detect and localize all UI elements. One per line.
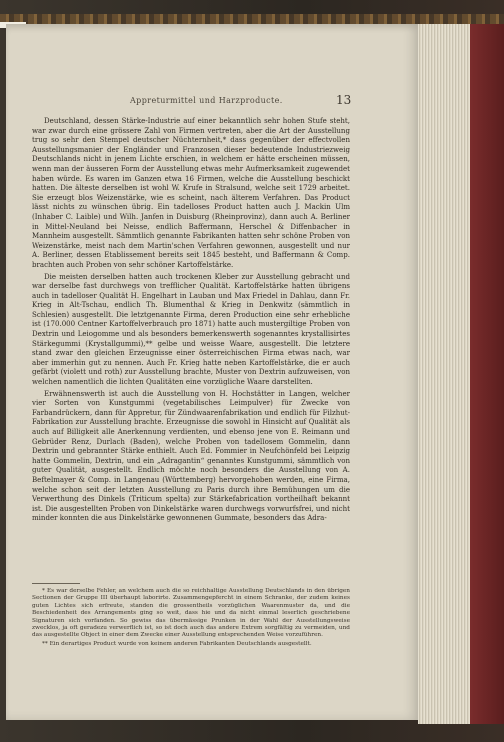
footnote: ** Ein derartiges Product wurde von keinem anderen Fabrikanten Deutschlands ausgestellt.: [42, 640, 312, 647]
book-cover-edge: [470, 24, 504, 724]
footnote-rule: [32, 583, 80, 584]
paragraph: Die meisten derselben hatten auch trockenen Kleber zur Ausstellung gebracht und war derselbe fast durchwegs von trefflicher Qualität. Kartoffelstärke hatten übrigens auch in tadelloser Qualität H. Engelhart in Lauban und Max Friedel in Dahlau, dann Fr. Krieg in Alt-Tschau, endlich Th. Blumenthal & Krieg in Denkwitz (sämmtlich in Schlesien) ausgestellt. Die letztgenannte Firma, deren Production eine sehr erhebliche ist (170.000 Centner Kartoffelverbrauch pro 1871) hatte auch mustergiltige Proben von Dextrin und Leiogomme und als besonders bemerkenswerth sogenanntes krystallisirtes Stärkegummi (Krystallgummi),** gelbe und weisse Waare, ausgestellt. Die letztere stand zwar den gleichen Erzeugnisse einer österreichischen Firma etwas nach, war aber immerhin gut zu nennen. Auch Fr. Krieg hatte neben Kartoffelstärke, die er auch gefärbt (violett und roth) zur Ausstellung brachte, Muster von Dextrin aufzuweisen, von welchen namentlich die lichten Qualitäten eine vorzügliche Waare darstellten.: [32, 271, 350, 387]
running-head: Appreturmittel und Harzproducte.: [130, 96, 283, 105]
footnote: * Es war derselbe Fehler, an welchem auch die so reichhaltige Ausstellung Deutschlands in den übrigen Sectionen der Gruppe III überhaupt laborirte. Zusammengepfercht in einem Schranke, der zudem keines guten Lichtes sich erfreute, standen die grossentheils vorzüglichen Waarenmuster da, und die Beschiedenheit des Arrangements ging so weit, dass hie und da nicht einmal leserlich geschriebene Signaturen sich vorfanden. So gewiss das übermässige Prunken in der Wahl der Ausstellungsweise zwecklos, ja oft geradezu verwerflich ist, so ist doch auch das andere Extrem sorgfältig zu vermeiden, und das ausgestellte Object in einer dem Zwecke einer Ausstellung entsprechenden Weise vorzuführen.: [32, 588, 350, 639]
page-edges: [418, 24, 470, 724]
page-number: 13: [336, 93, 352, 107]
body-text: [32, 116, 350, 525]
footnotes: [32, 588, 350, 649]
paragraph: Erwähnenswerth ist auch die Ausstellung von H. Hochstätter in Langen, welcher vier Sorten von Kunstgummi (vegetabilisches Leimpulver) für Zwecke von Farbandrückern, dann für Appretur, für Zündwaarenfabrikation und endlich für Filzhut-Fabrikation zur Ausstellung brachte. Erzeugnisse die sowohl in Hinsicht auf Qualität als auch auf Billigkeit alle Anerkennung verdienten, und ebenso jene von E. Reimann und Gebrüder Renz, Durlach (Baden), welche Proben von tadellosem Gommelin, dann Dextrin und gebrannter Stärke enthielt. Auch Ed. Fommier in Neufchönfeld bei Leipzig hatte Gommelin, Dextrin, und ein „Adragantin“ genanntes Kunstgummi, sämmtlich von guter Qualität, ausgestellt. Endlich möchte noch besonders die Ausstellung von A. Beftelmayer & Comp. in Langenau (Württemberg) hervorgehoben werden, eine Firma, welche schon seit der letzten Ausstellung zu Paris durch ihre Bemühungen um die Verwerthung des Dinkels (Triticum spelta) zur Stärkefabrication vortheilhaft bekannt ist. Die ausgestellten Proben von Dinkelstärke waren durchwegs vorwurfsfrei, und nicht minder konnten die aus Dinkelstärke gewonnenen Gummate, besonders das Adra-: [32, 388, 350, 523]
paragraph: Deutschland, dessen Stärke-Industrie auf einer bekanntlich sehr hohen Stufe steht, war zwar durch eine grössere Zahl von Firmen vertreten, aber die Art der Ausstellung trug so sehr den Stempel deutscher Nüchternheit,* dass gegenüber der effectvollen Ausstellungsmanier der Engländer und Franzosen dieser bedeutende Industriezweig Deutschlands nicht in jenem Lichte erschien, in welchem er hätte erscheinen müssen, wenn man der äusseren Form der Ausstellung etwas mehr Aufmerksamkeit zugewendet haben würde. Es waren im Ganzen etwa 16 Firmen, welche die Ausstellung beschickt hatten. Die älteste derselben ist wohl W. Krufe in Stralsund, welche seit 1729 arbeitet. Sie erzeugt blos Weizenstärke, wie es scheint, nach älterem Verfahren. Das Product lässt nichts zu wünschen übrig. Ein tadelloses Product hatten auch J. Mackin Ulm (Inhaber C. Laible) und Wilh. Janfen in Duisburg (Rheinprovinz), dann auch A. Berliner in Mittel-Neuland bei Neisse, endlich Baffermann, Herschel & Diffenbacher in Mannheim ausgestellt. Sämmtlich genannte Fabrikanten hatten sehr schöne Proben von Weizenstärke, meist nach dem Martin'schen Verfahren gewonnen, ausgestellt und nur A. Berliner, dessen Etablissement bereits seit 1845 besteht, und Baffermann & Comp. brachten auch Proben von sehr schöner Kartoffelstärke.: [32, 116, 350, 269]
